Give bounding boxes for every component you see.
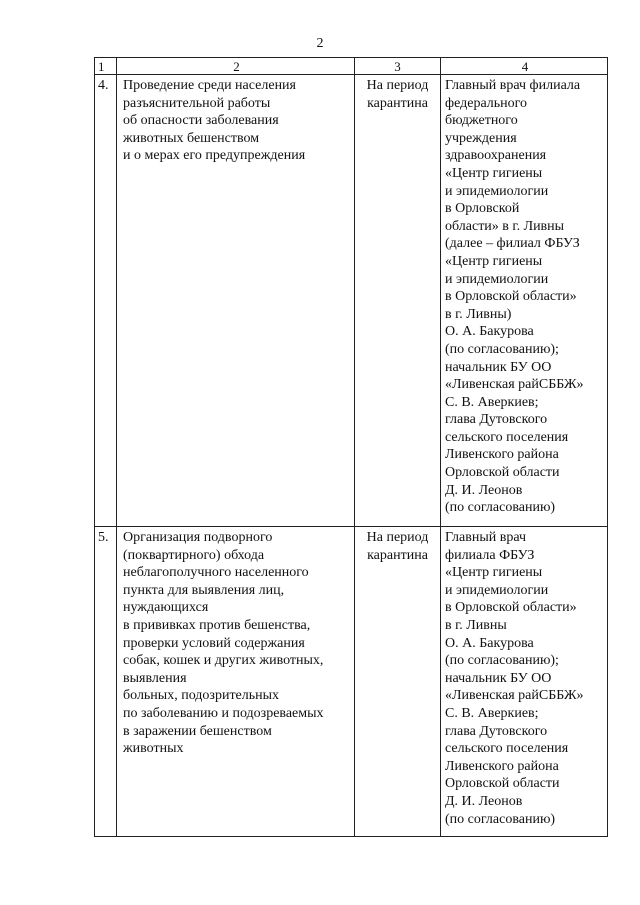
cell-line: пункта для выявления лиц, (123, 582, 285, 598)
cell-line: собак, кошек и других животных, (123, 653, 324, 669)
cell-line: выявления (123, 670, 187, 686)
activity-cell (117, 75, 355, 527)
cell-line: и эпидемиологии (445, 183, 549, 199)
cell-line: Главный врач филиала (445, 78, 581, 93)
cell-line: (по согласованию) (445, 500, 556, 516)
cell-line: С. В. Аверкиев; (445, 394, 539, 410)
cell-line: Орловской области (445, 776, 560, 792)
cell-line: федерального (445, 95, 528, 111)
cell-line: (по согласованию) (445, 811, 556, 827)
cell-line: (по согласованию); (445, 653, 559, 669)
cell-line: животных (123, 741, 184, 757)
cell-line: разъяснительной работы (123, 95, 271, 111)
page-number: 2 (316, 36, 324, 51)
cell-line: Ливенского района (445, 447, 559, 463)
cell-line: в Орловской области» (445, 600, 577, 616)
cell-line: в Орловской области» (445, 289, 577, 305)
header-col-1: 1 (95, 58, 117, 75)
cell-line: Организация подворного (123, 530, 273, 545)
cell-line: (поквартирного) обхода (123, 547, 265, 563)
cell-line: «Ливенская райСББЖ» (445, 377, 584, 393)
measures-table (94, 57, 608, 837)
responsible-cell (441, 75, 608, 527)
cell-line: «Ливенская райСББЖ» (445, 688, 584, 704)
cell-line: животных бешенством (123, 130, 260, 146)
table-header-row (95, 58, 608, 75)
cell-line: начальник БУ ОО (445, 670, 552, 686)
cell-line: глава Дутовского (445, 723, 548, 739)
cell-line: сельского поселения (445, 741, 569, 757)
cell-line: и эпидемиологии (445, 582, 549, 598)
cell-line: О. А. Бакурова (445, 635, 534, 651)
cell-line: по заболеванию и подозреваемых (123, 705, 324, 721)
cell-line: О. А. Бакурова (445, 324, 534, 340)
cell-line: глава Дутовского (445, 412, 548, 428)
cell-line: в прививках против бешенства, (123, 617, 311, 633)
cell-line: начальник БУ ОО (445, 359, 552, 375)
cell-line: На период (366, 78, 429, 93)
table-row (95, 75, 608, 527)
cell-line: в г. Ливны (445, 617, 507, 633)
cell-line: нуждающихся (123, 600, 209, 616)
cell-line: Д. И. Леонов (445, 793, 523, 809)
cell-line: Проведение среди населения (123, 78, 296, 93)
cell-line: «Центр гигиены (445, 165, 543, 181)
cell-line: и эпидемиологии (445, 271, 549, 287)
cell-line: об опасности заболевания (123, 113, 279, 129)
cell-line: в г. Ливны) (445, 306, 512, 322)
cell-line: в Орловской (445, 201, 520, 217)
cell-line: и о мерах его предупреждения (123, 148, 306, 164)
cell-line: (далее – филиал ФБУЗ (445, 236, 580, 252)
cell-line: С. В. Аверкиев; (445, 705, 539, 721)
cell-line: области» в г. Ливны (445, 218, 565, 234)
cell-line: На период (366, 530, 429, 545)
cell-line: «Центр гигиены (445, 253, 543, 269)
cell-line: Главный врач (445, 530, 527, 545)
period-cell (355, 75, 441, 527)
cell-line: карантина (367, 547, 428, 563)
cell-line: Ливенского района (445, 758, 559, 774)
cell-line: учреждения (445, 130, 517, 146)
row-number: 4. (95, 75, 117, 527)
header-col-3: 3 (355, 58, 441, 75)
table-row (95, 527, 608, 837)
cell-line: больных, подозрительных (123, 688, 280, 704)
cell-line: в заражении бешенством (123, 723, 272, 739)
cell-line: «Центр гигиены (445, 565, 543, 581)
period-cell (355, 527, 441, 837)
cell-line: (по согласованию); (445, 341, 559, 357)
responsible-cell (441, 527, 608, 837)
cell-line: неблагополучного населенного (123, 565, 309, 581)
cell-line: бюджетного (445, 113, 518, 129)
activity-cell (117, 527, 355, 837)
row-number: 5. (95, 527, 117, 837)
header-col-4: 4 (441, 58, 608, 75)
cell-line: Орловской области (445, 465, 560, 481)
cell-line: сельского поселения (445, 429, 569, 445)
header-col-2: 2 (117, 58, 355, 75)
cell-line: филиала ФБУЗ (445, 547, 535, 563)
cell-line: проверки условий содержания (123, 635, 305, 651)
cell-line: здравоохранения (445, 148, 547, 164)
cell-line: Д. И. Леонов (445, 482, 523, 498)
cell-line: карантина (367, 95, 428, 111)
